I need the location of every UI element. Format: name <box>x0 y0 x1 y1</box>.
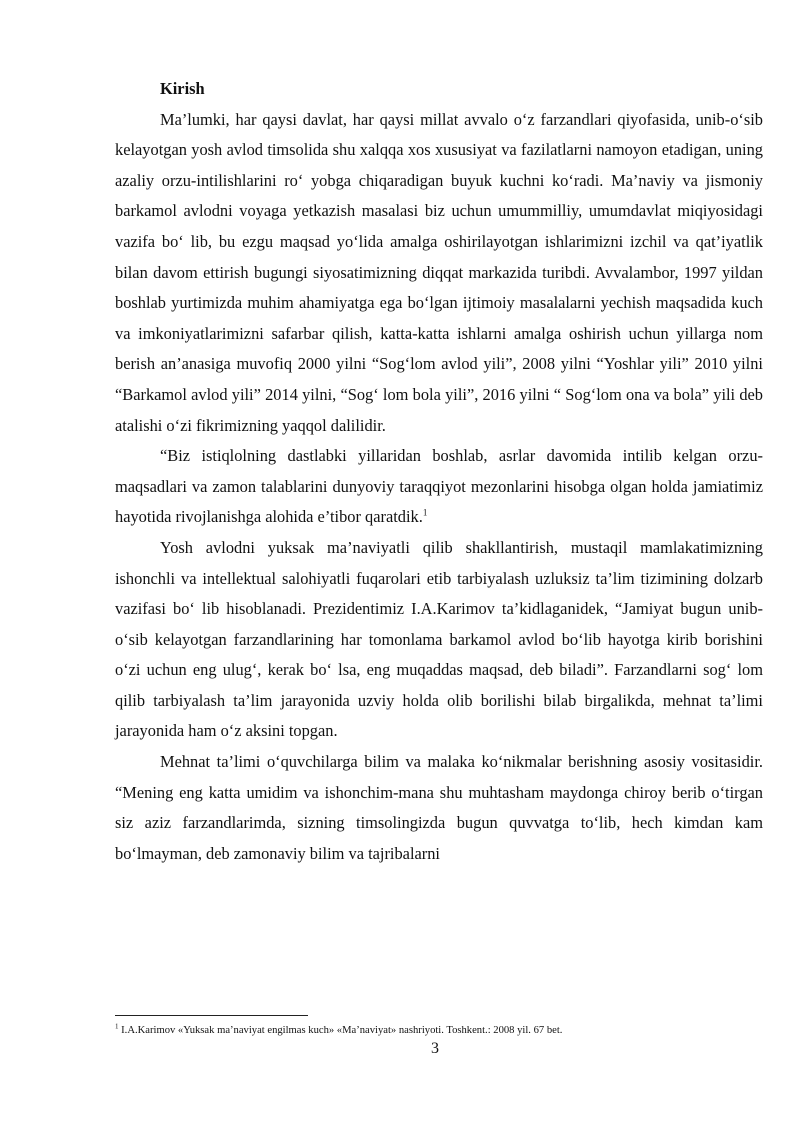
footnote-text: I.A.Karimov «Yuksak ma’naviyat engilmas kuch» «Ma’naviyat» nashriyoti. Toshkent.: 2008 yil. 67 bet. <box>121 1025 563 1036</box>
paragraph-text: Mehnat ta’limi o‘quvchilarga bilim va malaka ko‘nikmalar berishning asosiy vositasidir. “Mening eng katta umidim va ishonchim-mana shu muhtasham maydonga chiroy berib o‘tirgan siz aziz farzandlarimda, sizning timsolingizda bugun quvvatga to‘lib, hech kimdan kam bo‘lmayman, deb zamonaviy bilim va tajribalarni <box>115 752 763 863</box>
section-heading: Kirish <box>160 79 205 98</box>
page-number: 3 <box>431 1040 439 1057</box>
footnote-marker: 1 <box>115 1022 119 1031</box>
footnote-reference[interactable]: 1 <box>422 507 428 518</box>
body-text <box>115 74 763 869</box>
paragraph-text: “Biz istiqlolning dastlabki yillaridan boshlab, asrlar davomida intilib kelgan orzu-maqsadlari va zamon talablarini dunyoviy taraqqiyot mezonlarini hisobga olgan holda jamiatimiz hayotida rivojlanishga alohida e’tibor qaratdik. <box>115 446 763 527</box>
paragraph <box>115 747 763 869</box>
footnote <box>115 1024 763 1038</box>
paragraph-text: Ma’lumki, har qaysi davlat, har qaysi millat avvalo o‘z farzandlari qiyofasida, unib-o‘sib kelayotgan yosh avlod timsolida shu xalqqa xos xususiyat va fazilatlarni namoyon etadigan, uning azaliy orzu-intilishlarini ro‘ yobga chiqaradigan buyuk kuchni ko‘radi. Ma’naviy va jismoniy barkamol avlodni voyaga yetkazish masalasi biz uchun umummilliy, umumdavlat miqiyosidagi vazifa bo‘ lib, bu ezgu maqsad yo‘lida amalga oshirilayotgan ishlarimizni izchil va qat’iyatlik bilan davom ettirish bugungi siyosatimizning diqqat markazida turibdi. Avvalambor, 1997 yildan boshlab yurtimizda muhim ahamiyatga ega bo‘lgan ijtimoiy masalalarni yechish maqsadida kuch va imkoniyatlarimizni safarbar qilish, katta-katta ishlarni amalga oshirish uchun yillarga nom berish an’anasiga muvofiq 2000 yilni “Sog‘lom avlod yili”, 2008 yilni “Yoshlar yili” 2010 yilni “Barkamol avlod yili” 2014 yilni, “Sog‘ lom bola yili”, 2016 yilni “ Sog‘lom ona va bola” yili deb atalishi o‘zi fikrimizning yaqqol dalilidir. <box>115 109 763 435</box>
paragraph <box>115 105 763 442</box>
paragraph-text: Yosh avlodni yuksak ma’naviyatli qilib shakllantirish, mustaqil mamlakatimizning ishonchli va intellektual salohiyatli fuqarolari etib tarbiyalash uzluksiz ta’lim tizimining dolzarb vazifasi bo‘ lib hisoblanadi. Prezidentimiz I.A.Karimov ta’kidlaganidek, “Jamiyat bugun unib-o‘sib kelayotgan farzandlarining har tomonlama barkamol avlod bo‘lib hayotga kirib borishini o‘zi uchun eng ulug‘, kerak bo‘ lsa, eng muqaddas maqsad, deb biladi”. Farzandlarni sog‘ lom qilib tarbiyalash ta’lim jarayonida uzviy holda olib borilishi bilab birgalikda, mehnat ta’limi jarayonida ham o‘z aksini topgan. <box>115 537 763 741</box>
paragraph <box>115 533 763 747</box>
paragraph <box>115 441 763 533</box>
footnote-divider <box>115 1015 308 1016</box>
